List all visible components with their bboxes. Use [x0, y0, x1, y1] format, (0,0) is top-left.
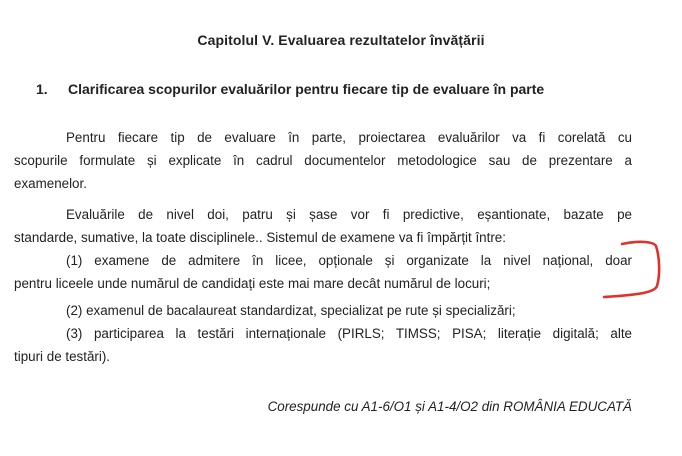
list-item-baccalaureate — [14, 299, 632, 322]
list-item-line: (1) examene de admitere în licee, opționale și organizate la nivel național, doar — [66, 253, 632, 268]
paragraph-line: standarde, sumative, la toate disciplinele.. Sistemul de examene va fi împărțit între: — [14, 230, 506, 245]
section-title: Clarificarea scopurilor evaluărilor pentru fiecare tip de evaluare în parte — [68, 81, 545, 97]
paragraph-line: scopurile formulate și explicate în cadrul documentelor metodologice sau de prezentare a — [14, 153, 632, 168]
list-item-line: (3) participarea la testări internaționale (PIRLS; TIMSS; PISA; literație digitală; alte — [66, 326, 632, 341]
list-item-international-tests — [14, 322, 632, 368]
paragraph-line: examenelor. — [14, 176, 87, 191]
section-heading — [36, 81, 544, 97]
list-item-line: tipuri de testări). — [14, 349, 111, 364]
section-number: 1. — [36, 81, 48, 97]
paragraph-exam-system — [14, 203, 632, 249]
paragraph-evaluation-design — [14, 126, 632, 195]
red-handdrawn-bracket-icon — [600, 236, 670, 306]
paragraph-line: Evaluările de nivel doi, patru și șase vor fi predictive, eșantionate, bazate pe — [66, 207, 632, 222]
list-item-line: pentru liceele unde numărul de candidați este mai mare decât numărul de locuri; — [14, 276, 491, 291]
paragraph-line: Pentru fiecare tip de evaluare în parte, proiectarea evaluărilor va fi corelată cu — [66, 130, 632, 145]
chapter-title: Capitolul V. Evaluarea rezultatelor învățării — [197, 32, 485, 48]
source-note: Corespunde cu A1-6/O1 și A1-4/O2 din ROMÂNIA EDUCATĂ — [267, 399, 632, 414]
list-item-admission-exams — [14, 249, 632, 295]
list-item-line: (2) examenul de bacalaureat standardizat, specializat pe rute și specializări; — [66, 303, 516, 318]
